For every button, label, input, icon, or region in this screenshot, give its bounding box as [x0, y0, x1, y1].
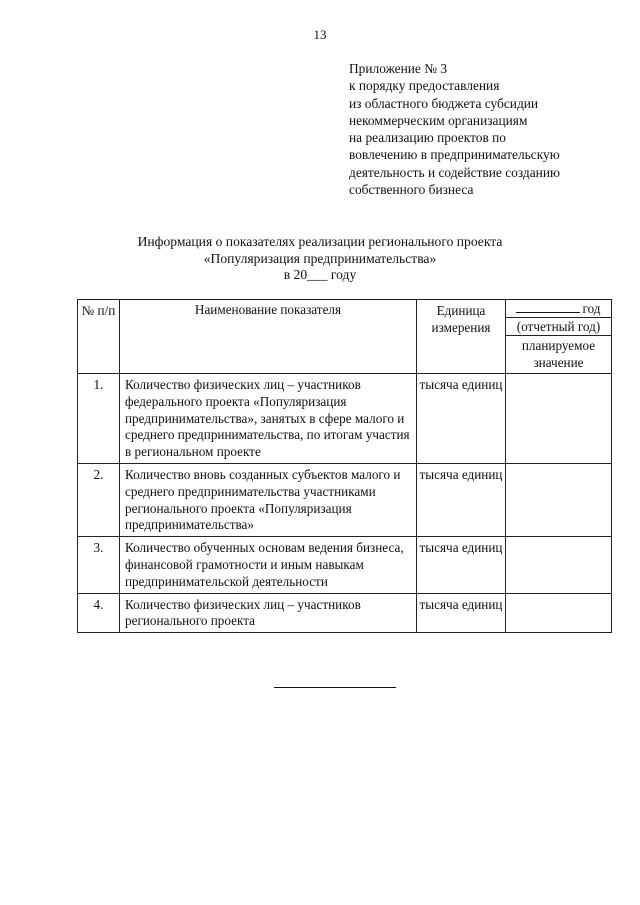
appendix-line: Приложение № 3 [349, 61, 448, 76]
row-num: 3. [78, 537, 120, 593]
row-num: 2. [78, 463, 120, 536]
header-planned: планируемое значение [521, 338, 596, 370]
table-row [78, 463, 612, 536]
row-name: Количество обученных основам ведения бизнеса, финансовой грамотности и иным навыкам предпринимательской деятельности [120, 537, 417, 593]
document-title [0, 234, 640, 284]
row-unit: тысяча единиц [417, 374, 506, 464]
row-name: Количество физических лиц – участников федерального проекта «Популяризация предпринимательства», занятых в сфере малого и среднего предпринимательства, по итогам участия в региональном проекте [120, 374, 417, 464]
row-unit: тысяча единиц [417, 593, 506, 633]
closing-line [274, 687, 396, 688]
row-value [506, 593, 612, 633]
row-name: Количество вновь созданных субъектов малого и среднего предпринимательства участниками регионального проекта «Популяризация предпринимательства» [120, 463, 417, 536]
header-name: Наименование показателя [120, 300, 417, 374]
header-year [506, 300, 612, 374]
appendix-line: вовлечению в предпринимательскую [349, 147, 560, 163]
page-number: 13 [313, 27, 327, 42]
appendix-block [349, 60, 560, 198]
row-num: 1. [78, 374, 120, 464]
row-unit: тысяча единиц [417, 537, 506, 593]
row-name: Количество физических лиц – участников регионального проекта [120, 593, 417, 633]
row-num: 4. [78, 593, 120, 633]
title-line: «Популяризация предпринимательства» [203, 250, 437, 266]
title-line: в 20___ году [283, 267, 357, 282]
header-num: № п/п [78, 300, 120, 374]
title-line: Информация о показателях реализации регионального проекта [137, 234, 503, 249]
year-blank [516, 300, 580, 313]
appendix-line: деятельность и содействие созданию [349, 164, 560, 180]
appendix-line: на реализацию проектов по [349, 130, 506, 146]
row-value [506, 374, 612, 464]
table-row [78, 537, 612, 593]
row-value [506, 537, 612, 593]
table-header-row [78, 300, 612, 374]
appendix-line: из областного бюджета субсидии [349, 95, 539, 111]
appendix-line: к порядку предоставления [349, 78, 500, 94]
appendix-line: некоммерческим организациям [349, 112, 528, 128]
header-reporting-year: (отчетный год) [506, 318, 611, 336]
header-year-label: год [582, 301, 601, 316]
row-value [506, 463, 612, 536]
table-row [78, 374, 612, 464]
row-unit: тысяча единиц [417, 463, 506, 536]
indicators-table [77, 299, 612, 633]
table-row [78, 593, 612, 633]
header-year-line [506, 300, 611, 318]
appendix-line: собственного бизнеса [349, 182, 474, 198]
header-unit: Единица измерения [417, 300, 506, 374]
